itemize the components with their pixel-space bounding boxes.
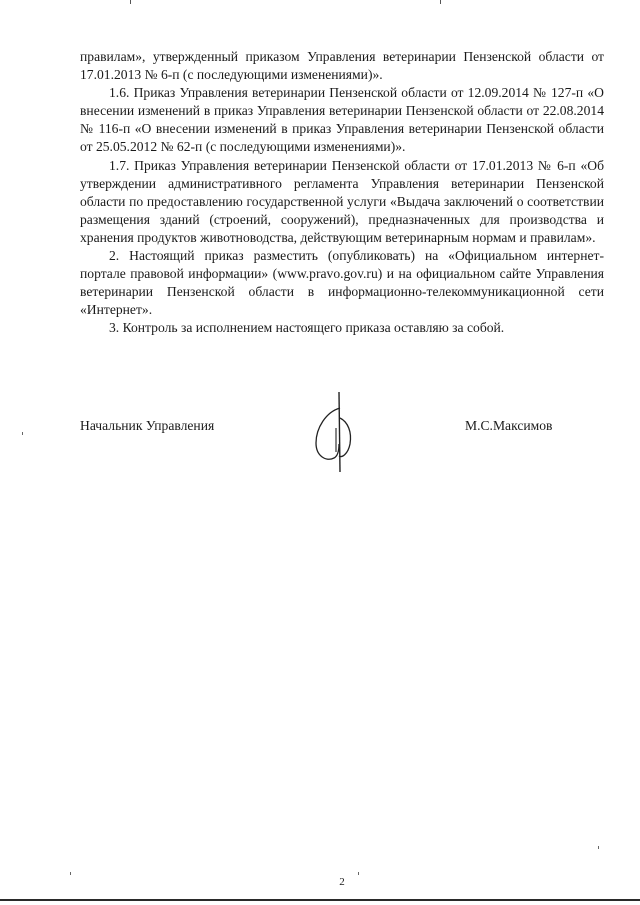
scan-speck: [70, 872, 71, 875]
paragraph-1-6: 1.6. Приказ Управления ветеринарии Пензенской области от 12.09.2014 № 127-п «О внесении изменений в приказ Управления ветеринарии Пензенской области от 22.08.2014 № 116-п «О внесении изменений в приказ Управления ветеринарии Пензенской области от 25.05.2012 № 62-п (с последующими изменениями)».: [80, 85, 604, 155]
scan-speck: [598, 846, 599, 849]
document-body: [80, 48, 604, 338]
scan-speck: [22, 432, 23, 435]
scan-mark: [440, 0, 441, 4]
signatory-name: М.С.Максимов: [465, 418, 553, 433]
page-number: 2: [339, 876, 345, 888]
signatory-title: Начальник Управления: [80, 418, 215, 433]
scan-mark: [130, 0, 131, 4]
scan-speck: [358, 872, 359, 875]
bottom-edge-line: [0, 899, 640, 901]
paragraph-continuation: правилам», утвержденный приказом Управления ветеринарии Пензенской области от 17.01.2013 № 6-п (с последующими изменениями)».: [80, 49, 604, 83]
paragraph-3: 3. Контроль за исполнением настоящего приказа оставляю за собой.: [109, 320, 505, 336]
handwritten-signature: [306, 388, 366, 474]
paragraph-1-7: 1.7. Приказ Управления ветеринарии Пензенской области от 17.01.2013 № 6-п «Об утверждении административного регламента Управления ветеринарии Пензенской области по предоставлению государственной услуги «Выдача заключений о соответствии размещения зданий (строений, сооружений), предназначенных для производства и хранения продуктов животноводства, действующим ветеринарным нормам и правилам».: [80, 157, 604, 245]
paragraph-2: 2. Настоящий приказ разместить (опубликовать) на «Официальном интернет-портале правовой информации» (www.pravo.gov.ru) и на официальном сайте Управления ветеринарии Пензенской области в информационно-телекоммуникационной сети «Интернет».: [80, 248, 604, 318]
